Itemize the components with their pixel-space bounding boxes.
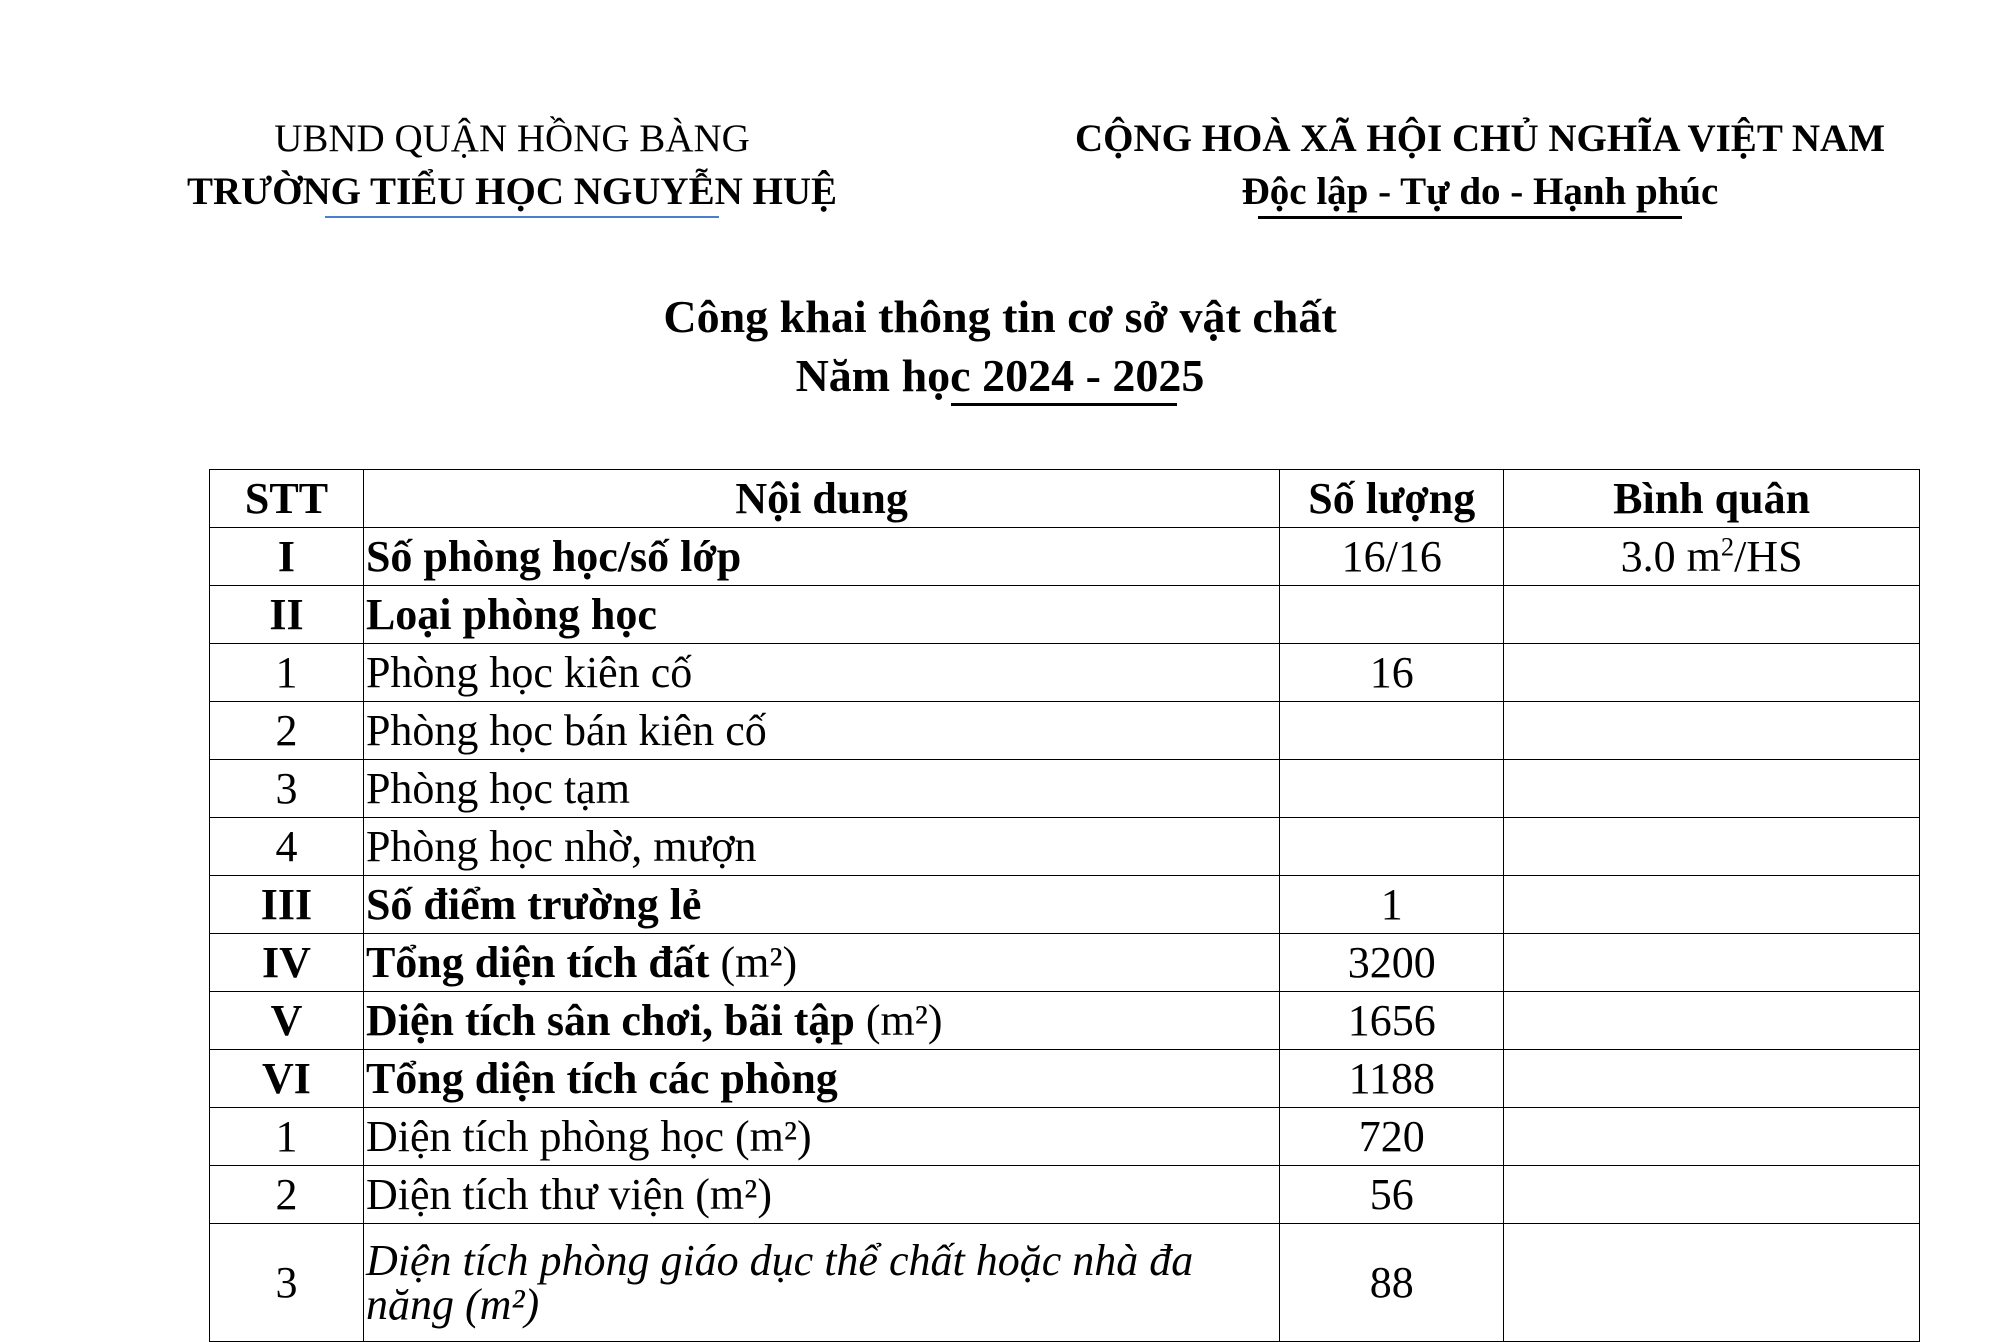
col-header-stt: STT	[210, 470, 364, 528]
table-row	[210, 1224, 1920, 1342]
unit-text: (m²)	[854, 995, 943, 1045]
content-cell	[363, 702, 1279, 760]
content-cell	[363, 760, 1279, 818]
table-row	[210, 644, 1920, 702]
average-cell	[1504, 528, 1920, 586]
country-name: CỘNG HOÀ XÃ HỘI CHỦ NGHĨA VIỆT NAM	[1074, 117, 1886, 160]
title-underline	[951, 403, 1177, 406]
stt-cell: 2	[210, 702, 364, 760]
quantity-cell: 1188	[1280, 1050, 1504, 1108]
quantity-cell: 1656	[1280, 992, 1504, 1050]
motto: Độc lập - Tự do - Hạnh phúc	[1241, 170, 1719, 213]
quantity-cell: 1	[1280, 876, 1504, 934]
content-text: Tổng diện tích đất	[365, 937, 710, 987]
title-line2: Năm học 2024 - 2025	[795, 350, 1205, 401]
col-header-average: Bình quân	[1504, 470, 1920, 528]
quantity-cell	[1280, 818, 1504, 876]
content-text: Tổng diện tích các phòng	[365, 1053, 838, 1103]
table-row	[210, 934, 1920, 992]
quantity-cell: 3200	[1280, 934, 1504, 992]
average-cell	[1504, 818, 1920, 876]
content-cell	[363, 818, 1279, 876]
content-cell	[363, 1108, 1279, 1166]
stt-cell: IV	[210, 934, 364, 992]
content-cell	[363, 992, 1279, 1050]
col-header-quantity: Số lượng	[1280, 470, 1504, 528]
content-text: Phòng học kiên cố	[365, 647, 693, 697]
quantity-cell	[1280, 760, 1504, 818]
table-row	[210, 992, 1920, 1050]
average-cell	[1504, 876, 1920, 934]
document-title	[0, 287, 2000, 405]
content-cell	[363, 876, 1279, 934]
content-text: Loại phòng học	[365, 589, 657, 639]
table-row	[210, 528, 1920, 586]
content-cell	[363, 644, 1279, 702]
content-text: Phòng học bán kiên cố	[365, 705, 767, 755]
average-cell	[1504, 934, 1920, 992]
unit-text: (m²)	[709, 937, 798, 987]
content-cell	[363, 586, 1279, 644]
stt-cell: 4	[210, 818, 364, 876]
average-cell	[1504, 586, 1920, 644]
stt-cell: II	[210, 586, 364, 644]
stt-cell: III	[210, 876, 364, 934]
stt-cell: 1	[210, 644, 364, 702]
table-header-row	[210, 470, 1920, 528]
stt-cell: 3	[210, 1224, 364, 1342]
stt-cell: 3	[210, 760, 364, 818]
table-row	[210, 586, 1920, 644]
issuing-authority	[142, 112, 882, 218]
table-body	[210, 528, 1920, 1342]
stt-cell: VI	[210, 1050, 364, 1108]
content-cell	[363, 1224, 1279, 1342]
content-text: Diện tích thư viện (m²)	[365, 1169, 772, 1219]
stt-cell: V	[210, 992, 364, 1050]
table-row	[210, 1108, 1920, 1166]
average-cell	[1504, 992, 1920, 1050]
school-name: TRƯỜNG TIỂU HỌC NGUYỄN HUỆ	[186, 170, 838, 213]
facilities-table	[209, 469, 1920, 1342]
average-cell	[1504, 1166, 1920, 1224]
table-row	[210, 876, 1920, 934]
quantity-cell: 16	[1280, 644, 1504, 702]
district-name: UBND QUẬN HỒNG BÀNG	[274, 117, 750, 160]
national-motto	[1000, 112, 1960, 218]
quantity-cell	[1280, 586, 1504, 644]
content-text: Phòng học nhờ, mượn	[365, 821, 757, 871]
quantity-cell: 56	[1280, 1166, 1504, 1224]
stt-cell: I	[210, 528, 364, 586]
average-cell	[1504, 1224, 1920, 1342]
table-row	[210, 702, 1920, 760]
table-row	[210, 818, 1920, 876]
content-text: Diện tích phòng học (m²)	[365, 1111, 812, 1161]
stt-cell: 2	[210, 1166, 364, 1224]
average-cell	[1504, 702, 1920, 760]
average-cell	[1504, 1050, 1920, 1108]
school-name-underline	[325, 216, 719, 218]
quantity-cell: 720	[1280, 1108, 1504, 1166]
content-text: Phòng học tạm	[365, 763, 630, 813]
content-cell	[363, 1166, 1279, 1224]
motto-underline	[1258, 216, 1682, 219]
content-text: Diện tích sân chơi, bãi tập	[365, 995, 855, 1045]
title-line1: Công khai thông tin cơ sở vật chất	[663, 291, 1337, 342]
average-avg-suffix: /HS	[1734, 531, 1803, 581]
content-cell	[363, 934, 1279, 992]
quantity-cell: 88	[1280, 1224, 1504, 1342]
table-row	[210, 760, 1920, 818]
content-text: Số phòng học/số lớp	[365, 531, 742, 581]
average-avg: 3.0 m	[1620, 531, 1721, 581]
table-row	[210, 1050, 1920, 1108]
quantity-cell: 16/16	[1280, 528, 1504, 586]
average-cell	[1504, 760, 1920, 818]
content-cell	[363, 528, 1279, 586]
average-avg-sup: 2	[1720, 530, 1735, 561]
content-cell	[363, 1050, 1279, 1108]
table-row	[210, 1166, 1920, 1224]
average-cell	[1504, 1108, 1920, 1166]
quantity-cell	[1280, 702, 1504, 760]
average-cell	[1504, 644, 1920, 702]
content-text: Diện tích phòng giáo dục thể chất hoặc nhà đa năng (m²)	[365, 1235, 1194, 1329]
content-text: Số điểm trường lẻ	[365, 879, 702, 929]
col-header-content: Nội dung	[363, 470, 1279, 528]
stt-cell: 1	[210, 1108, 364, 1166]
